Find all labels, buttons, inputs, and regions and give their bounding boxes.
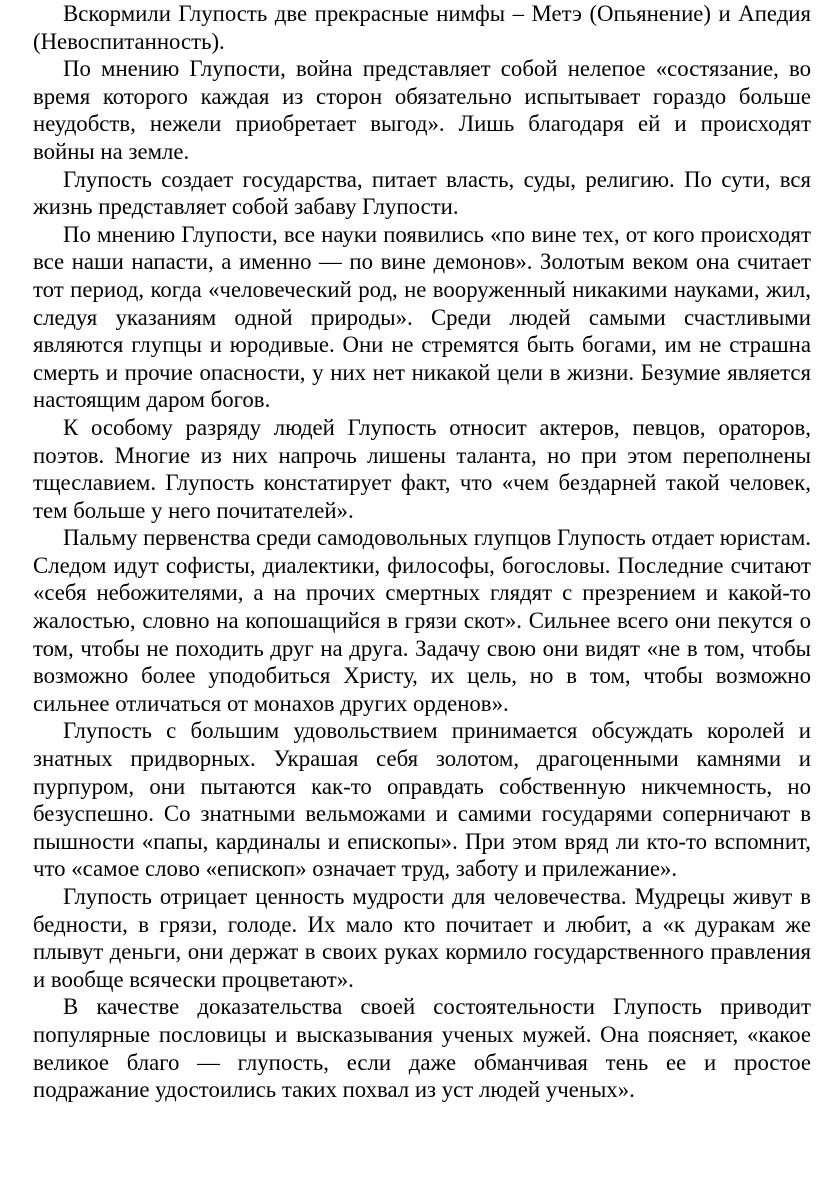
document-page bbox=[33, 0, 811, 1104]
paragraph-1: Вскормили Глупость две прекрасные нимфы – Метэ (Опьянение) и Апедия (Невоспитанность). bbox=[33, 1, 811, 54]
paragraph-6: Пальму первенства среди самодовольных глупцов Глупость отдает юристам. Следом идут софисты, диалектики, философы, богословы. Последние считают «себя небожителями, а на прочих смертных глядят с презрением и какой-то жалостью, словно на копошащийся в грязи скот». Сильнее всего они пекутся о том, чтобы не походить друг на друга. Задачу свою они видят «не в том, чтобы возможно более уподобиться Христу, их цель, но в том, чтобы возможно сильнее отличаться от монахов других орденов». bbox=[33, 525, 812, 716]
paragraph-3: Глупость создает государства, питает власть, суды, религию. По сути, вся жизнь представляет собой забаву Глупости. bbox=[33, 166, 811, 220]
paragraph-4: По мнению Глупости, все науки появились «по вине тех, от кого происходят все наши напасти, а именно — по вине демонов». Золотым веком она считает тот период, когда «человеческий род, не вооруженный никакими науками, жил, следуя указаниям одной природы». Среди людей самыми счастливыми являются глупцы и юродивые. Они не стремятся быть богами, им не страшна смерть и прочие опасности, у них нет никакой цели в жизни. Безумие является настоящим даром богов. bbox=[33, 221, 811, 413]
paragraph-5: К особому разряду людей Глупость относит актеров, певцов, ораторов, поэтов. Многие из них напрочь лишены таланта, но при этом переполнены тщеславием. Глупость констатирует факт, что «чем бездарней такой человек, тем больше у него почитателей». bbox=[33, 414, 811, 523]
paragraph-7: Глупость с большим удовольствием принимается обсуждать королей и знатных придворных. Украшая себя золотом, драгоценными камнями и пурпуром, они пытаются как-то оправдать собственную никчемность, но безуспешно. Со знатными вельможами и самими государями соперничают в пышности «папы, кардиналы и епископы». При этом вряд ли кто-то вспомнит, что «самое слово «епископ» означает труд, заботу и прилежание». bbox=[33, 718, 811, 882]
paragraph-2: По мнению Глупости, война представляет собой нелепое «состязание, во время которого каждая из сторон обязательно испытывает гораздо больше неудобств, нежели приобретает выгод». Лишь благодаря ей и происходят войны на земле. bbox=[33, 56, 811, 164]
paragraph-8: Глупость отрицает ценность мудрости для человечества. Мудрецы живут в бедности, в грязи, голоде. Их мало кто почитает и любит, а «к дуракам же плывут деньги, они держат в своих руках кормило государственного правления и вообще всячески процветают». bbox=[33, 884, 811, 992]
paragraph-9: В качестве доказательства своей состоятельности Глупость приводит популярные пословицы и высказывания ученых мужей. Она поясняет, «какое великое благо — глупость, если даже обманчивая тень ее и простое подражание удостоились таких похвал из уст людей ученых». bbox=[33, 994, 811, 1103]
